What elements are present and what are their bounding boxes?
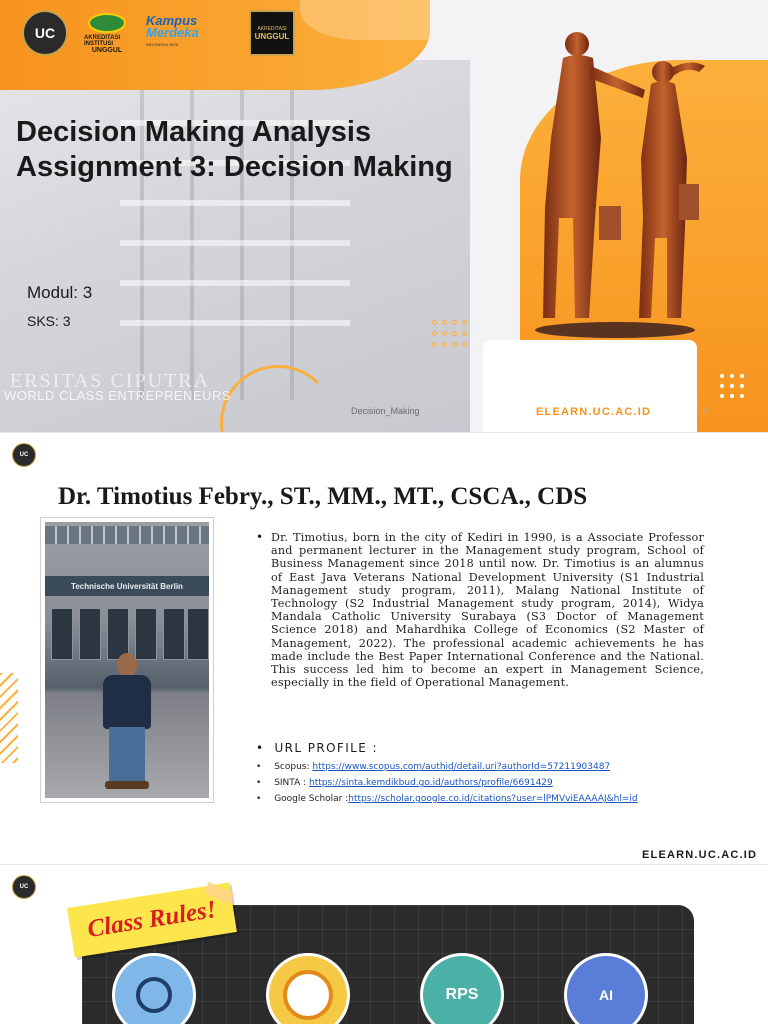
ai-icon: AI [564, 953, 648, 1024]
lecturer-bio [256, 531, 704, 689]
uc-logo: UC [12, 443, 36, 467]
photo-building-sign: Technische Universität Berlin [45, 576, 209, 596]
url-profile-heading: • URL PROFILE : [256, 741, 378, 755]
rps-icon: RPS [420, 953, 504, 1024]
decorative-stripes [0, 673, 18, 763]
magnifier-icon [136, 977, 172, 1013]
modul-label: Modul: 3 [27, 283, 93, 302]
class-rules-title: Class Rules! [67, 882, 237, 957]
lecturer-name: Dr. Timotius Febry., ST., MM., MT., CSCA., CDS [58, 483, 588, 510]
lecturer-profile-slide [0, 432, 768, 864]
building-sign: ERSITAS CIPUTRA [10, 370, 211, 392]
ban-pt-emblem-icon [88, 13, 126, 33]
statue-image [515, 18, 715, 338]
title-slide [0, 0, 768, 432]
slide-footer: Decision_Making [351, 406, 420, 416]
class-rules-slide [0, 864, 768, 1024]
unggul-accreditation-logo: AKREDITASI UNGGUL [249, 10, 295, 56]
white-card [483, 340, 697, 432]
sinta-link[interactable]: https://sinta.kemdikbud.go.id/authors/profile/6691429 [309, 778, 553, 788]
person-body [103, 675, 151, 729]
website-link[interactable]: ELEARN.UC.AC.ID [642, 849, 758, 861]
uc-logo: UC [12, 875, 36, 899]
sks-label: SKS: 3 [27, 313, 71, 329]
decorative-dots [432, 320, 466, 347]
ban-pt-logo: AKREDITASI INSTITUSI UNGGUL [84, 10, 130, 56]
building-tagline: WORLD CLASS ENTREPRENEURS [4, 388, 232, 403]
uc-logo: UC [22, 10, 68, 56]
website-link[interactable]: ELEARN.UC.AC.ID [536, 406, 652, 418]
scopus-link[interactable]: https://www.scopus.com/authid/detail.uri?authorId=57211903487 [312, 762, 611, 772]
google-scholar-link[interactable]: https://scholar.google.co.id/citations?user=lPMVviEAAAAJ&hl=id [348, 794, 638, 804]
profile-links [256, 759, 638, 807]
kampus-merdeka-logo: Kampus Merdeka INDONESIA JAYA [146, 13, 199, 47]
lecturer-photo [40, 517, 214, 803]
list-item: • Scopus: https://www.scopus.com/authid/detail.uri?authorId=57211903487 [256, 759, 638, 775]
decorative-dots [720, 374, 744, 398]
list-item: • Google Scholar :https://scholar.google.co.id/citations?user=lPMVviEAAAAJ&hl=id [256, 791, 638, 807]
page-number: 1 [704, 406, 709, 415]
presentation-title: Decision Making Analysis Assignment 3: Decision Making [16, 116, 453, 183]
bio-paragraph: • Dr. Timotius, born in the city of Kediri in 1990, is a Associate Professor and permanent lecturer in the Management study program, School of Business Management since 2018 until now. Dr. Timotius is an alumnus of East Java Veterans National Development University (S1 Industrial Management study program, 2011), Malang National Institute of Technology (S2 Industrial Management study program, 2014), Widya Mandala Catholic University Surabaya (S3 Doctor of Management Science 2018) and Mahardhika College of Economics (S2 Master of Management, 2022). The professional academic achievements he has made include the Best Paper International Conference and the National. This success led him to become an expert in Management Science, especially in the field of Operational Management. [256, 531, 704, 689]
person-head [117, 653, 137, 677]
list-item: • SINTA : https://sinta.kemdikbud.go.id/authors/profile/6691429 [256, 775, 638, 791]
